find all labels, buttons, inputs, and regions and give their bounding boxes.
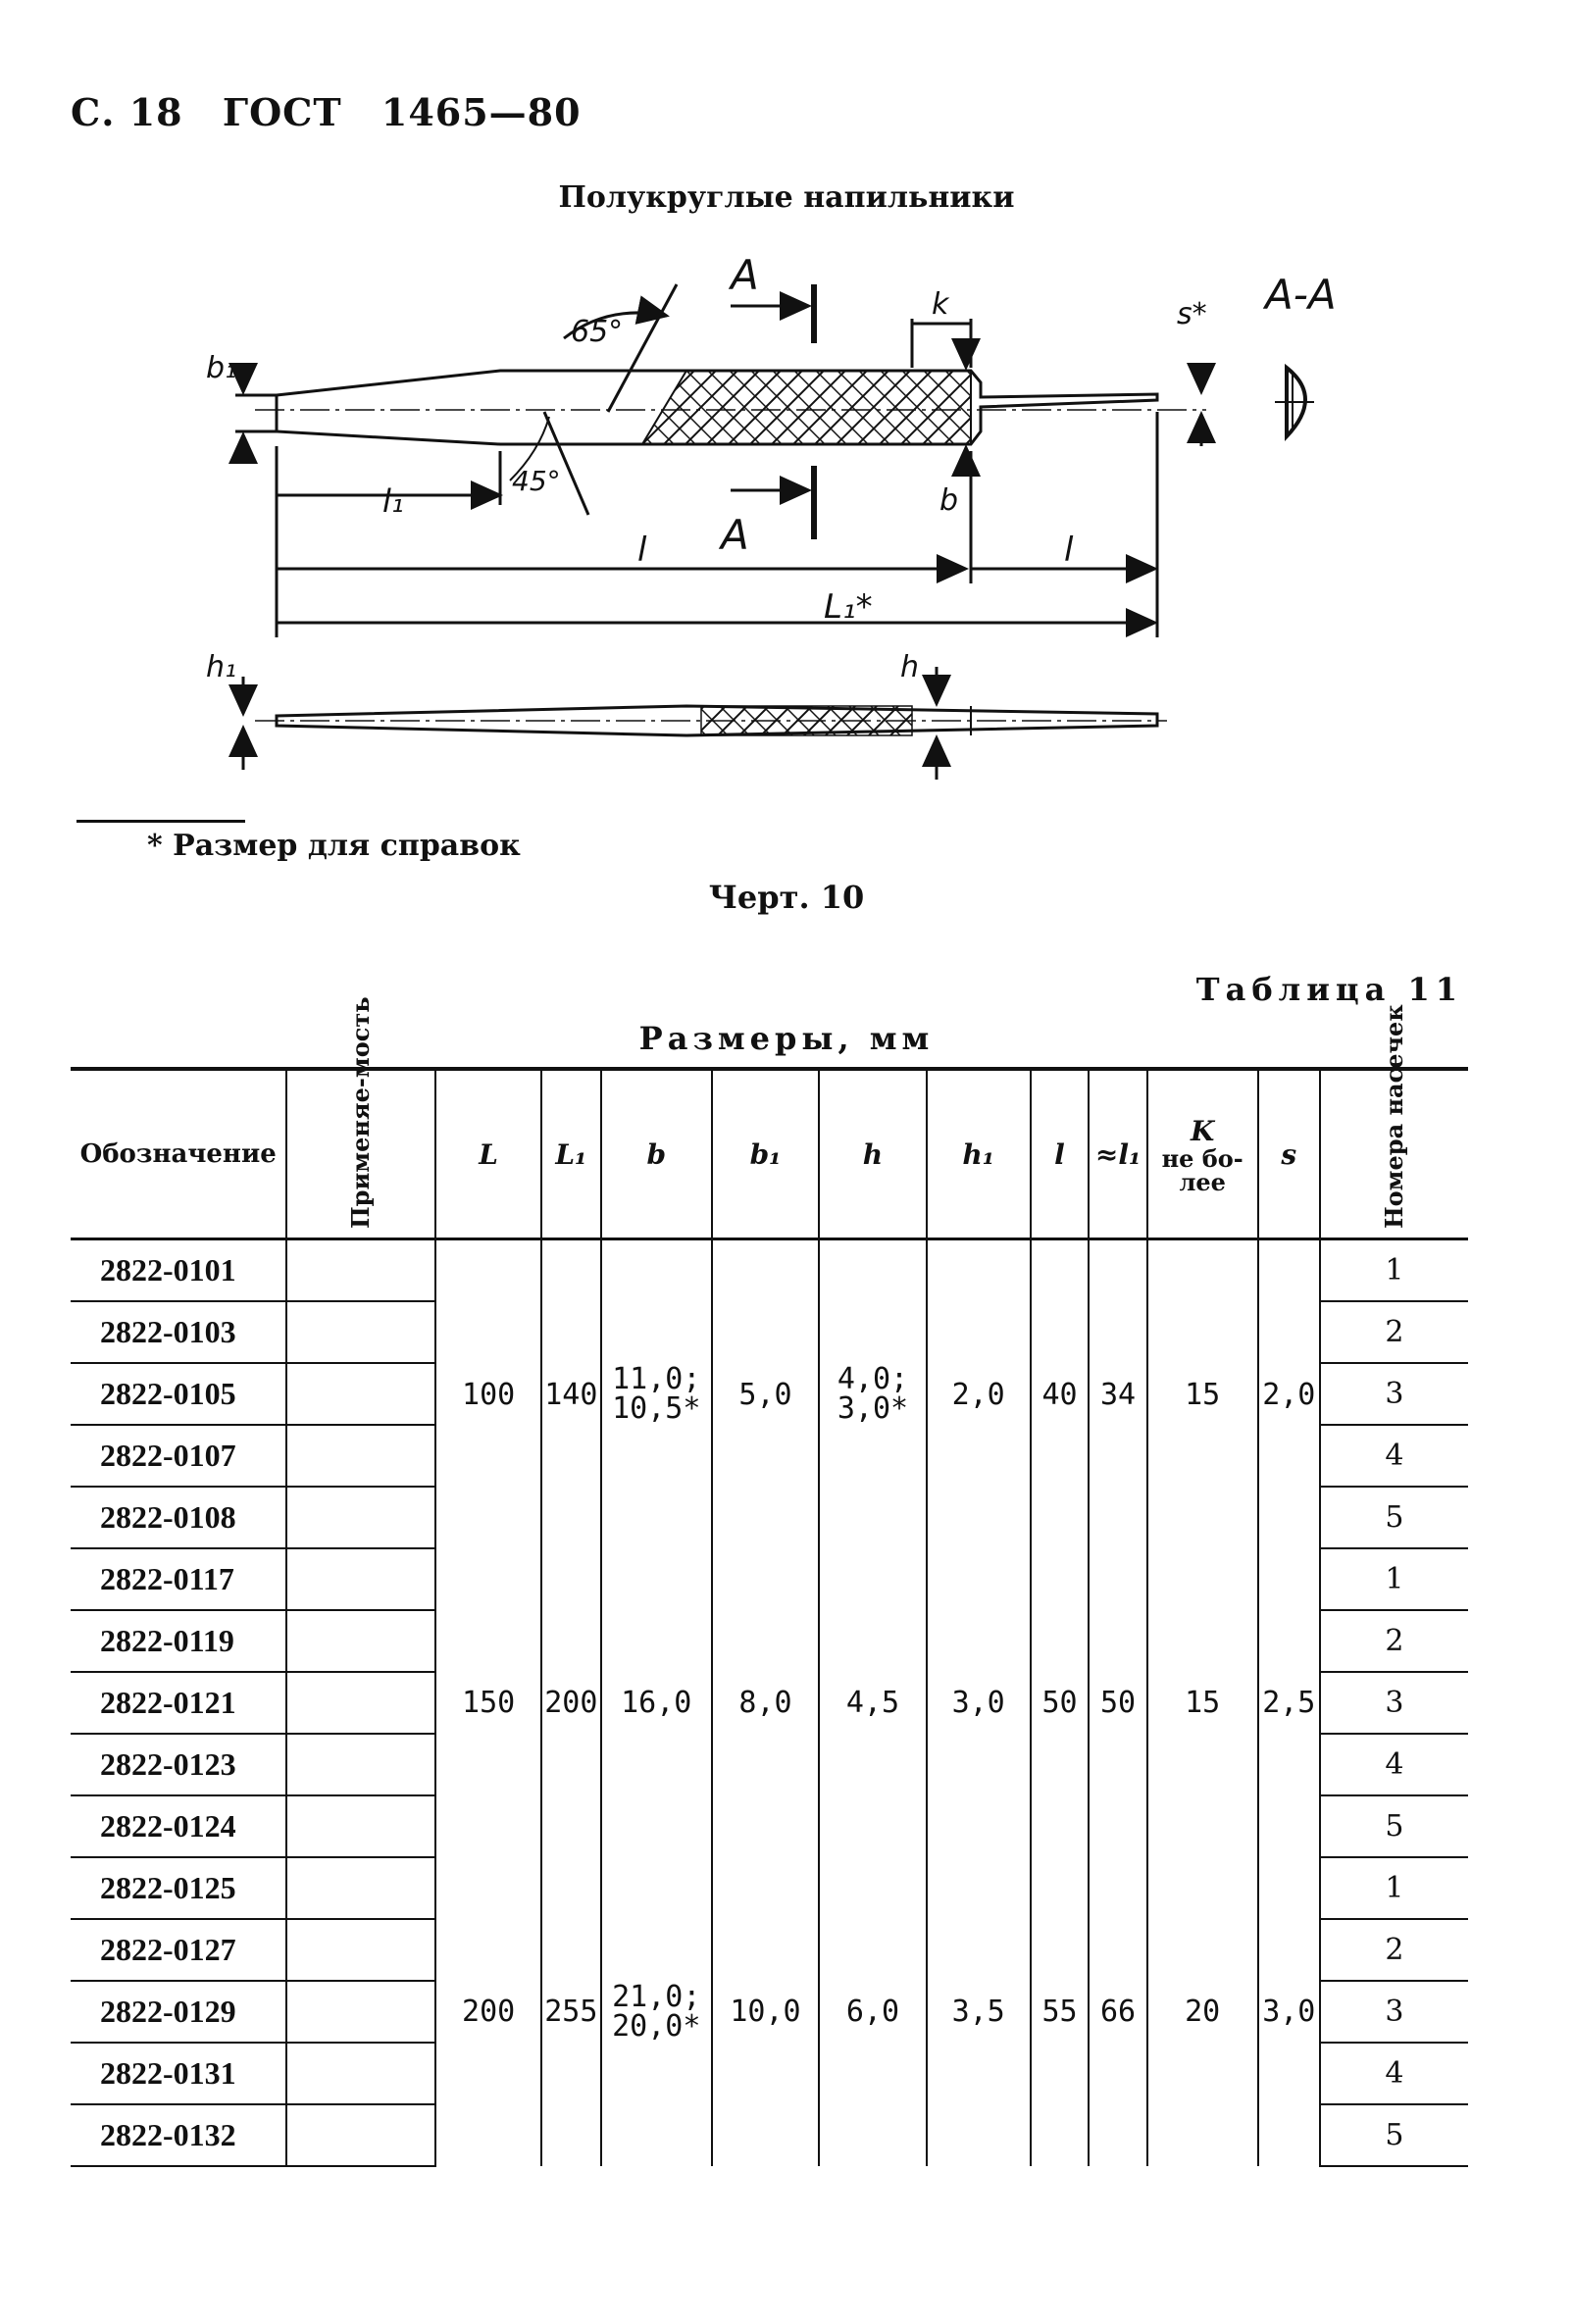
label-angle-65: 65° bbox=[571, 315, 624, 349]
cell-L1: 255 bbox=[541, 1857, 601, 2166]
cut-number-cell: 1 bbox=[1320, 1548, 1468, 1610]
cell-l: 50 bbox=[1031, 1548, 1090, 1857]
applicability-cell bbox=[286, 1981, 435, 2043]
label-s-star: s* bbox=[1177, 297, 1207, 331]
drawing-caption: Черт. 10 bbox=[708, 879, 865, 916]
cut-number-cell: 2 bbox=[1320, 1301, 1468, 1363]
cell-b1: 5,0 bbox=[712, 1239, 819, 1549]
cell-K: 15 bbox=[1147, 1239, 1258, 1549]
cell-h1: 3,0 bbox=[927, 1548, 1031, 1857]
cut-number-cell: 5 bbox=[1320, 2104, 1468, 2166]
col-L1: L₁ bbox=[541, 1069, 601, 1239]
label-h: h bbox=[900, 650, 920, 684]
col-cut-numbers: Номера насечек bbox=[1320, 1069, 1468, 1239]
designation-cell: 2822-0132 bbox=[71, 2104, 286, 2166]
designation-cell: 2822-0131 bbox=[71, 2043, 286, 2104]
table-row bbox=[71, 1548, 1468, 1610]
designation-cell: 2822-0101 bbox=[71, 1239, 286, 1302]
col-applicability: Применяе-мость bbox=[286, 1069, 435, 1239]
cell-b1: 10,0 bbox=[712, 1857, 819, 2166]
label-angle-45: 45° bbox=[512, 465, 561, 497]
col-L: L bbox=[435, 1069, 541, 1239]
label-b: b bbox=[939, 483, 959, 518]
applicability-cell bbox=[286, 1239, 435, 1302]
col-K: K не бо-лее bbox=[1147, 1069, 1258, 1239]
cut-number-cell: 1 bbox=[1320, 1857, 1468, 1919]
cut-number-cell: 2 bbox=[1320, 1610, 1468, 1672]
applicability-cell bbox=[286, 1363, 435, 1425]
cell-l: 40 bbox=[1031, 1239, 1090, 1549]
standard-number: 1465—80 bbox=[381, 90, 582, 134]
cut-number-cell: 2 bbox=[1320, 1919, 1468, 1981]
cell-b: 21,0; 20,0* bbox=[601, 1857, 712, 2166]
label-b1: b₁ bbox=[206, 351, 237, 385]
section-title: Полукруглые напильники bbox=[558, 180, 1015, 215]
col-b: b bbox=[601, 1069, 712, 1239]
designation-cell: 2822-0123 bbox=[71, 1734, 286, 1795]
cut-number-cell: 4 bbox=[1320, 1734, 1468, 1795]
label-section-aa: A-A bbox=[1265, 271, 1337, 319]
label-h1: h₁ bbox=[206, 650, 237, 684]
sizes-label: Размеры, мм bbox=[638, 1020, 935, 1057]
applicability-cell bbox=[286, 1610, 435, 1672]
designation-cell: 2822-0125 bbox=[71, 1857, 286, 1919]
label-section-a-top: A bbox=[731, 251, 759, 299]
page-number: С. 18 bbox=[71, 90, 183, 134]
table-row bbox=[71, 1857, 1468, 1919]
col-h: h bbox=[819, 1069, 926, 1239]
standard-label: ГОСТ bbox=[222, 90, 342, 134]
label-L1-star: L₁* bbox=[824, 587, 873, 627]
designation-cell: 2822-0119 bbox=[71, 1610, 286, 1672]
cut-number-cell: 1 bbox=[1320, 1239, 1468, 1302]
footnote: * Размер для справок bbox=[147, 829, 521, 863]
page-header bbox=[71, 90, 582, 134]
cut-number-cell: 3 bbox=[1320, 1363, 1468, 1425]
cell-b1: 8,0 bbox=[712, 1548, 819, 1857]
table-label: Таблица 11 bbox=[1195, 971, 1463, 1008]
col-l: l bbox=[1031, 1069, 1090, 1239]
col-approx-l1: ≈l₁ bbox=[1089, 1069, 1146, 1239]
cell-s: 2,0 bbox=[1258, 1239, 1320, 1549]
col-designation: Обозначение bbox=[71, 1069, 286, 1239]
designation-cell: 2822-0127 bbox=[71, 1919, 286, 1981]
cell-L1: 200 bbox=[541, 1548, 601, 1857]
label-l-main: l bbox=[637, 530, 647, 570]
footnote-divider bbox=[76, 820, 245, 823]
label-l1: l₁ bbox=[382, 482, 404, 520]
cell-L: 150 bbox=[435, 1548, 541, 1857]
designation-cell: 2822-0108 bbox=[71, 1487, 286, 1548]
cut-number-cell: 3 bbox=[1320, 1981, 1468, 2043]
designation-cell: 2822-0124 bbox=[71, 1795, 286, 1857]
cell-L: 100 bbox=[435, 1239, 541, 1549]
col-h1: h₁ bbox=[927, 1069, 1031, 1239]
table-row bbox=[71, 1239, 1468, 1302]
cell-K: 15 bbox=[1147, 1548, 1258, 1857]
cell-b: 16,0 bbox=[601, 1548, 712, 1857]
applicability-cell bbox=[286, 1425, 435, 1487]
cut-number-cell: 4 bbox=[1320, 2043, 1468, 2104]
cell-L: 200 bbox=[435, 1857, 541, 2166]
file-drawing bbox=[0, 245, 1573, 794]
cell-b: 11,0; 10,5* bbox=[601, 1239, 712, 1549]
cut-number-cell: 4 bbox=[1320, 1425, 1468, 1487]
cell-h1: 3,5 bbox=[927, 1857, 1031, 2166]
cell-approx-l1: 34 bbox=[1089, 1239, 1146, 1549]
designation-cell: 2822-0103 bbox=[71, 1301, 286, 1363]
table-header-row bbox=[71, 1069, 1468, 1239]
cell-h1: 2,0 bbox=[927, 1239, 1031, 1549]
cell-approx-l1: 50 bbox=[1089, 1548, 1146, 1857]
cut-number-cell: 5 bbox=[1320, 1795, 1468, 1857]
designation-cell: 2822-0107 bbox=[71, 1425, 286, 1487]
designation-cell: 2822-0105 bbox=[71, 1363, 286, 1425]
table-body bbox=[71, 1239, 1468, 2167]
designation-cell: 2822-0121 bbox=[71, 1672, 286, 1734]
applicability-cell bbox=[286, 2104, 435, 2166]
cell-s: 3,0 bbox=[1258, 1857, 1320, 2166]
cut-number-cell: 3 bbox=[1320, 1672, 1468, 1734]
applicability-cell bbox=[286, 1301, 435, 1363]
cell-h: 6,0 bbox=[819, 1857, 926, 2166]
applicability-cell bbox=[286, 1672, 435, 1734]
cut-hatch bbox=[642, 371, 971, 444]
applicability-cell bbox=[286, 1919, 435, 1981]
cell-K: 20 bbox=[1147, 1857, 1258, 2166]
label-k: k bbox=[932, 287, 949, 322]
cell-approx-l1: 66 bbox=[1089, 1857, 1146, 2166]
label-section-a-bottom: A bbox=[721, 511, 749, 559]
applicability-cell bbox=[286, 1487, 435, 1548]
cell-L1: 140 bbox=[541, 1239, 601, 1549]
cell-h: 4,0; 3,0* bbox=[819, 1239, 926, 1549]
applicability-cell bbox=[286, 1734, 435, 1795]
cut-number-cell: 5 bbox=[1320, 1487, 1468, 1548]
cell-s: 2,5 bbox=[1258, 1548, 1320, 1857]
col-s: s bbox=[1258, 1069, 1320, 1239]
applicability-cell bbox=[286, 1857, 435, 1919]
designation-cell: 2822-0117 bbox=[71, 1548, 286, 1610]
applicability-cell bbox=[286, 2043, 435, 2104]
col-b1: b₁ bbox=[712, 1069, 819, 1239]
cell-l: 55 bbox=[1031, 1857, 1090, 2166]
designation-cell: 2822-0129 bbox=[71, 1981, 286, 2043]
label-l-tail: l bbox=[1064, 530, 1074, 570]
cell-h: 4,5 bbox=[819, 1548, 926, 1857]
applicability-cell bbox=[286, 1548, 435, 1610]
applicability-cell bbox=[286, 1795, 435, 1857]
